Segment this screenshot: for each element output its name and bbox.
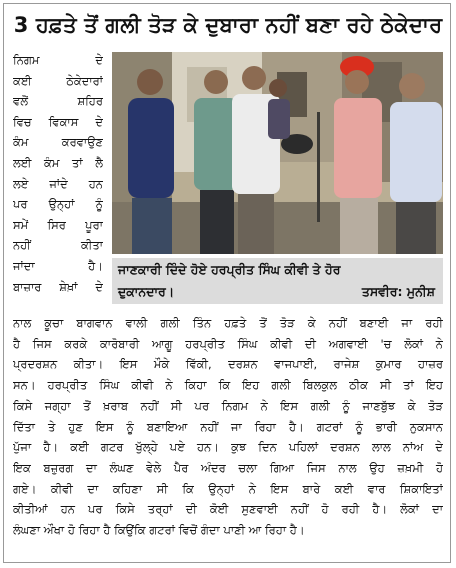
intro-column xyxy=(13,50,103,297)
intro-line: ਲਏ ਜਾਂਦੇ ਹਨ xyxy=(13,176,103,191)
intro-line: ਬਾਜ਼ਾਰ ਸ਼ੇਖ਼ਾਂ ਦੇ xyxy=(13,279,103,294)
intro-line: ਵਲੋਂ ਸ਼ਹਿਰ xyxy=(13,94,103,109)
body-line: ਗਏ। ਕੀਵੀ ਦਾ ਕਹਿਣਾ ਸੀ ਕਿ ਉਨ੍ਹਾਂ ਨੇ ਇਸ ਬਾਰੇ ਕਈ ਵਾਰ ਸ਼ਿਕਾਇਤਾਂ xyxy=(13,481,443,496)
news-photo xyxy=(112,52,443,254)
body-line: ਕਿਸੇ ਜਗ੍ਹਾ ਤੋਂ ਖ਼ਰਾਬ ਨਹੀਂ ਸੀ ਪਰ ਨਿਗਮ ਨੇ ਇਸ ਗਲੀ ਨੂੰ ਜਾਣਬੁੱਝ ਕੇ ਤੋੜ xyxy=(13,398,443,413)
intro-line: ਪਰ ਉਨ੍ਹਾਂ ਨੂੰ xyxy=(13,197,103,212)
intro-line: ਕਈ ਠੇਕੇਦਾਰਾਂ xyxy=(13,73,103,88)
caption-line: ਦੁਕਾਨਦਾਰ। xyxy=(118,284,175,299)
intro-line: ਵਿਚ ਵਿਕਾਸ ਦੇ xyxy=(13,114,103,129)
body-line: ਹੈ ਜਿਸ ਕਰਕੇ ਕਾਰੋਬਾਰੀ ਆਗੂ ਹਰਪ੍ਰੀਤ ਸਿੰਘ ਕੀਵੀ ਦੀ ਅਗਵਾਈ 'ਚ ਲੋਕਾਂ ਨੇ xyxy=(13,336,443,351)
article-body xyxy=(13,313,443,541)
body-line: ਪ੍ਰਦਰਸ਼ਨ ਕੀਤਾ। ਇਸ ਮੌਕੇ ਵਿੱਕੀ, ਦਰਸ਼ਨ ਵਾਜਪਾਈ, ਰਾਜੇਸ਼ ਕੁਮਾਰ ਹਾਜ਼ਰ xyxy=(13,357,443,372)
body-line: ਨਾਲ ਕੂਚਾ ਬਾਗਵਾਨ ਵਾਲੀ ਗਲੀ ਤਿੰਨ ਹਫ਼ਤੇ ਤੋਂ ਤੋੜ ਕੇ ਨਹੀਂ ਬਣਾਈ ਜਾ ਰਹੀ xyxy=(13,316,443,330)
headline: 3 ਹਫ਼ਤੇ ਤੋਂ ਗਲੀ ਤੋੜ ਕੇ ਦੁਬਾਰਾ ਨਹੀਂ ਬਣਾ ਰਹੇ ਠੇਕੇਦਾਰ xyxy=(13,13,443,37)
body-line: ਦਿੱਤਾ ਤੇ ਹੁਣ ਇਸ ਨੂੰ ਬਣਾਇਆ ਨਹੀਂ ਜਾ ਰਿਹਾ ਹੈ। ਗਟਰਾਂ ਨੂੰ ਭਾਰੀ ਨੁਕਸਾਨ xyxy=(13,419,443,434)
caption-line: ਜਾਣਕਾਰੀ ਦਿੰਦੇ ਹੋਏ ਹਰਪ੍ਰੀਤ ਸਿੰਘ ਕੀਵੀ ਤੇ ਹੋਰ xyxy=(118,262,341,277)
intro-line: ਨਿਗਮ ਦੇ xyxy=(13,53,103,67)
street-scene-illustration xyxy=(112,52,443,254)
intro-line: ਨਹੀਂ ਕੀਤਾ xyxy=(13,238,103,253)
photo-caption xyxy=(112,258,443,304)
intro-line: ਕੰਮ ਕਰਵਾਉਣ xyxy=(13,135,103,150)
intro-line: ਲਈ ਕੰਮ ਤਾਂ ਲੈ xyxy=(13,155,103,170)
intro-line: ਜਾਂਦਾ ਹੈ। xyxy=(13,258,103,273)
body-line: ਲੰਘਣਾ ਔਖਾ ਹੋ ਰਿਹਾ ਹੈ ਕਿਉਂਕਿ ਗਟਰਾਂ ਵਿਚੋਂ ਗੰਦਾ ਪਾਣੀ ਆ ਰਿਹਾ ਹੈ। xyxy=(13,523,305,538)
body-line: ਇਕ ਬਜ਼ੁਰਗ ਦਾ ਲੰਘਣ ਵੇਲੇ ਪੈਰ ਅੰਦਰ ਚਲਾ ਗਿਆ ਜਿਸ ਨਾਲ ਉਹ ਜ਼ਖ਼ਮੀ ਹੋ xyxy=(13,460,443,475)
intro-line: ਸਮੇਂ ਸਿਰ ਪੂਰਾ xyxy=(13,217,103,232)
body-line: ਕੀਤੀਆਂ ਹਨ ਪਰ ਕਿਸੇ ਤਰ੍ਹਾਂ ਦੀ ਕੋਈ ਸੁਣਵਾਈ ਨਹੀਂ ਹੋ ਰਹੀ ਹੈ। ਲੋਕਾਂ ਦਾ xyxy=(13,502,443,517)
body-line: ਸਨ। ਹਰਪ੍ਰੀਤ ਸਿੰਘ ਕੀਵੀ ਨੇ ਕਿਹਾ ਕਿ ਇਹ ਗਲੀ ਬਿਲਕੁਲ ਠੀਕ ਸੀ ਤਾਂ ਇਹ xyxy=(13,378,443,393)
photo-credit: ਤਸਵੀਰ: ਮੁਨੀਸ਼ xyxy=(361,284,435,299)
body-line: ਪੁੱਜਾ ਹੈ। ਕਈ ਗਟਰ ਖੁੱਲ੍ਹੇ ਪਏ ਹਨ। ਕੁਝ ਦਿਨ ਪਹਿਲਾਂ ਦਰਸ਼ਨ ਲਾਲ ਨਾਂਅ ਦੇ xyxy=(13,440,443,455)
